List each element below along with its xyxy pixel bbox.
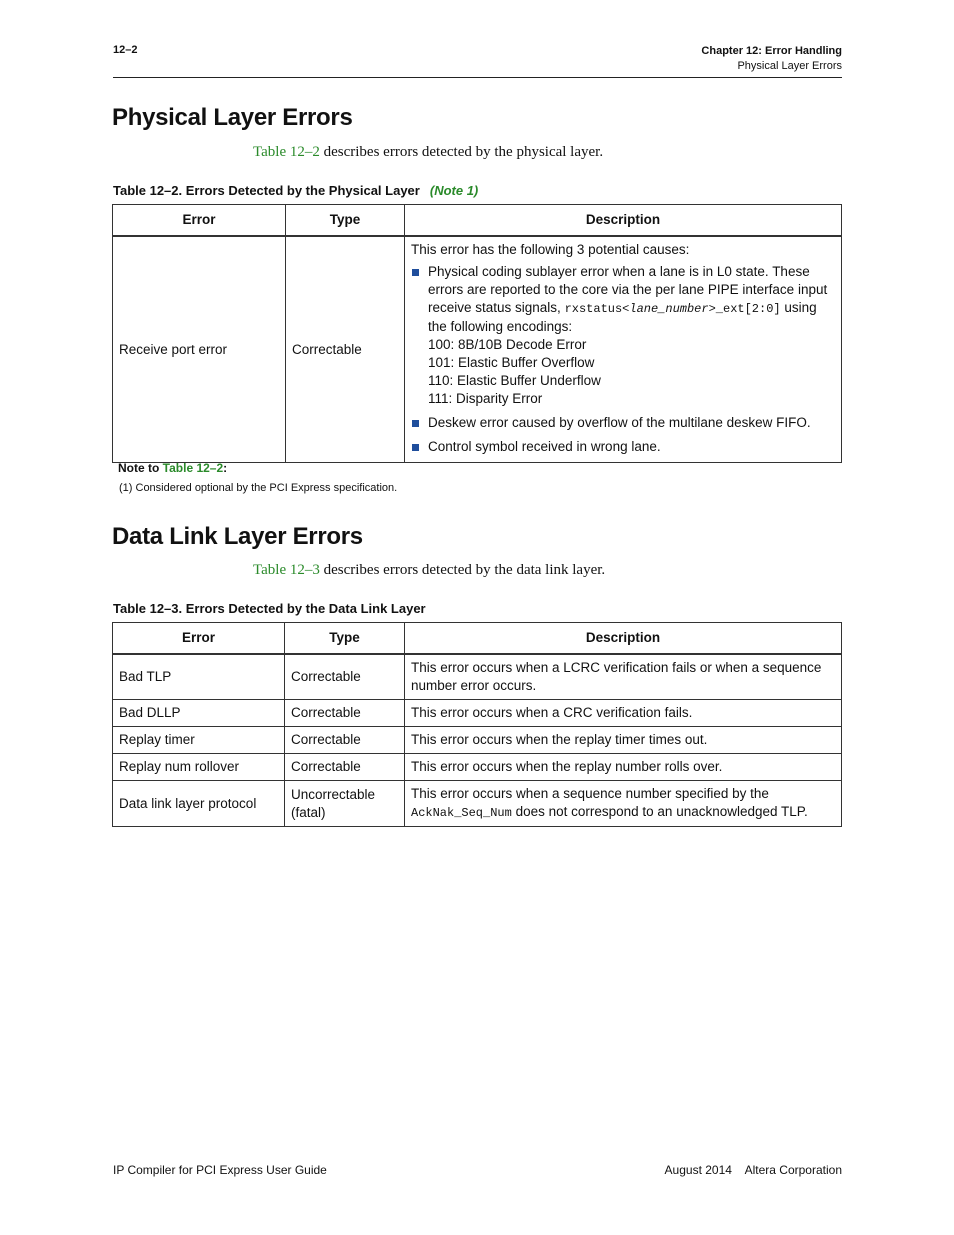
list-item <box>411 438 835 456</box>
column-header-error: Error <box>113 205 286 237</box>
description-cell: This error occurs when a CRC verification fails. <box>405 700 842 727</box>
error-cell: Replay timer <box>113 727 285 754</box>
type-cell: Uncorrectable (fatal) <box>285 781 405 827</box>
error-cell: Replay num rollover <box>113 754 285 781</box>
column-header-error: Error <box>113 623 285 655</box>
bullet-text: Deskew error caused by overflow of the multilane deskew FIFO. <box>428 415 811 430</box>
encoding-item: 110: Elastic Buffer Underflow <box>428 373 601 388</box>
list-item <box>411 263 835 408</box>
description-cell: This error occurs when the replay timer times out. <box>405 727 842 754</box>
bullet-text: Physical coding sublayer error when a lane is in L0 state. These errors are reported to the core via the per lane PIPE interface input receive status signals, <box>428 264 828 315</box>
signal-prefix: rxstatus< <box>564 302 630 316</box>
error-cell: Bad TLP <box>113 654 285 700</box>
bullet-text: Control symbol received in wrong lane. <box>428 439 661 454</box>
type-cell: Correctable <box>286 236 405 463</box>
signal-suffix: >_ext[2:0] <box>708 302 781 316</box>
footnote: (1) Considered optional by the PCI Express specification. <box>119 482 398 494</box>
list-item <box>411 414 835 432</box>
running-header <box>701 44 842 74</box>
error-cell: Data link layer protocol <box>113 781 285 827</box>
physical-intro-text: describes errors detected by the physical layer. <box>319 144 604 160</box>
column-header-type: Type <box>285 623 405 655</box>
table-row <box>113 236 842 463</box>
table-note <box>118 461 227 475</box>
type-cell: Correctable <box>285 754 405 781</box>
page-number: 12–2 <box>113 44 138 56</box>
type-cell: Correctable <box>285 654 405 700</box>
column-header-description: Description <box>405 623 842 655</box>
physical-errors-table <box>112 204 842 463</box>
encoding-item: 100: 8B/10B Decode Error <box>428 337 587 352</box>
causes-list <box>411 263 835 456</box>
encoding-item: 111: Disparity Error <box>428 391 543 406</box>
description-cell: This error occurs when a LCRC verification fails or when a sequence number error occurs. <box>405 654 842 700</box>
table-12-2-caption-text: Table 12–2. Errors Detected by the Physical Layer <box>113 183 420 198</box>
datalink-intro <box>253 562 605 579</box>
error-cell: Bad DLLP <box>113 700 285 727</box>
note-label: Note to <box>118 461 163 475</box>
description-cell: This error occurs when the replay number rolls over. <box>405 754 842 781</box>
table-12-2-link[interactable]: Table 12–2 <box>253 144 320 160</box>
chapter-title: Chapter 12: Error Handling <box>701 45 842 57</box>
column-header-description: Description <box>405 205 842 237</box>
section-title: Physical Layer Errors <box>737 60 842 72</box>
table-row <box>113 700 842 727</box>
table-row <box>113 781 842 827</box>
bullet-tail: using the following encodings: <box>428 300 817 334</box>
encoding-item: 101: Elastic Buffer Overflow <box>428 355 595 370</box>
square-bullet-icon <box>412 420 419 427</box>
datalink-intro-text: describes errors detected by the data link layer. <box>319 562 606 578</box>
data-link-layer-heading: Data Link Layer Errors <box>112 523 363 550</box>
table-row <box>113 654 842 700</box>
physical-layer-heading: Physical Layer Errors <box>112 104 353 131</box>
note-colon: : <box>223 461 228 475</box>
table-row <box>113 727 842 754</box>
note-1-link[interactable]: (Note 1) <box>429 183 479 198</box>
table-header-row <box>113 205 842 237</box>
signal-lane-number: lane_number <box>629 302 709 316</box>
description-cell <box>405 781 842 827</box>
type-cell: Correctable <box>285 700 405 727</box>
type-cell: Correctable <box>285 727 405 754</box>
signal-name: AckNak_Seq_Num <box>411 806 512 820</box>
physical-intro <box>253 144 603 161</box>
description-intro: This error has the following 3 potential causes: <box>411 242 690 257</box>
signal-name <box>565 302 781 316</box>
note-table-link[interactable]: Table 12–2 <box>162 461 224 475</box>
description-text: This error occurs when a sequence number specified by the <box>411 786 769 801</box>
datalink-errors-table <box>112 622 842 827</box>
table-12-2-caption <box>113 183 478 198</box>
description-tail: does not correspond to an unacknowledged TLP. <box>511 804 808 819</box>
table-12-3-link[interactable]: Table 12–3 <box>253 562 320 578</box>
description-cell <box>405 236 842 463</box>
square-bullet-icon <box>412 444 419 451</box>
footer-date-company: August 2014 Altera Corporation <box>664 1163 842 1177</box>
table-12-3-caption: Table 12–3. Errors Detected by the Data Link Layer <box>113 601 426 616</box>
error-cell: Receive port error <box>113 236 286 463</box>
table-row <box>113 754 842 781</box>
footer-guide-title: IP Compiler for PCI Express User Guide <box>113 1163 327 1177</box>
square-bullet-icon <box>412 269 419 276</box>
table-header-row <box>113 623 842 655</box>
header-rule <box>113 77 842 78</box>
column-header-type: Type <box>286 205 405 237</box>
